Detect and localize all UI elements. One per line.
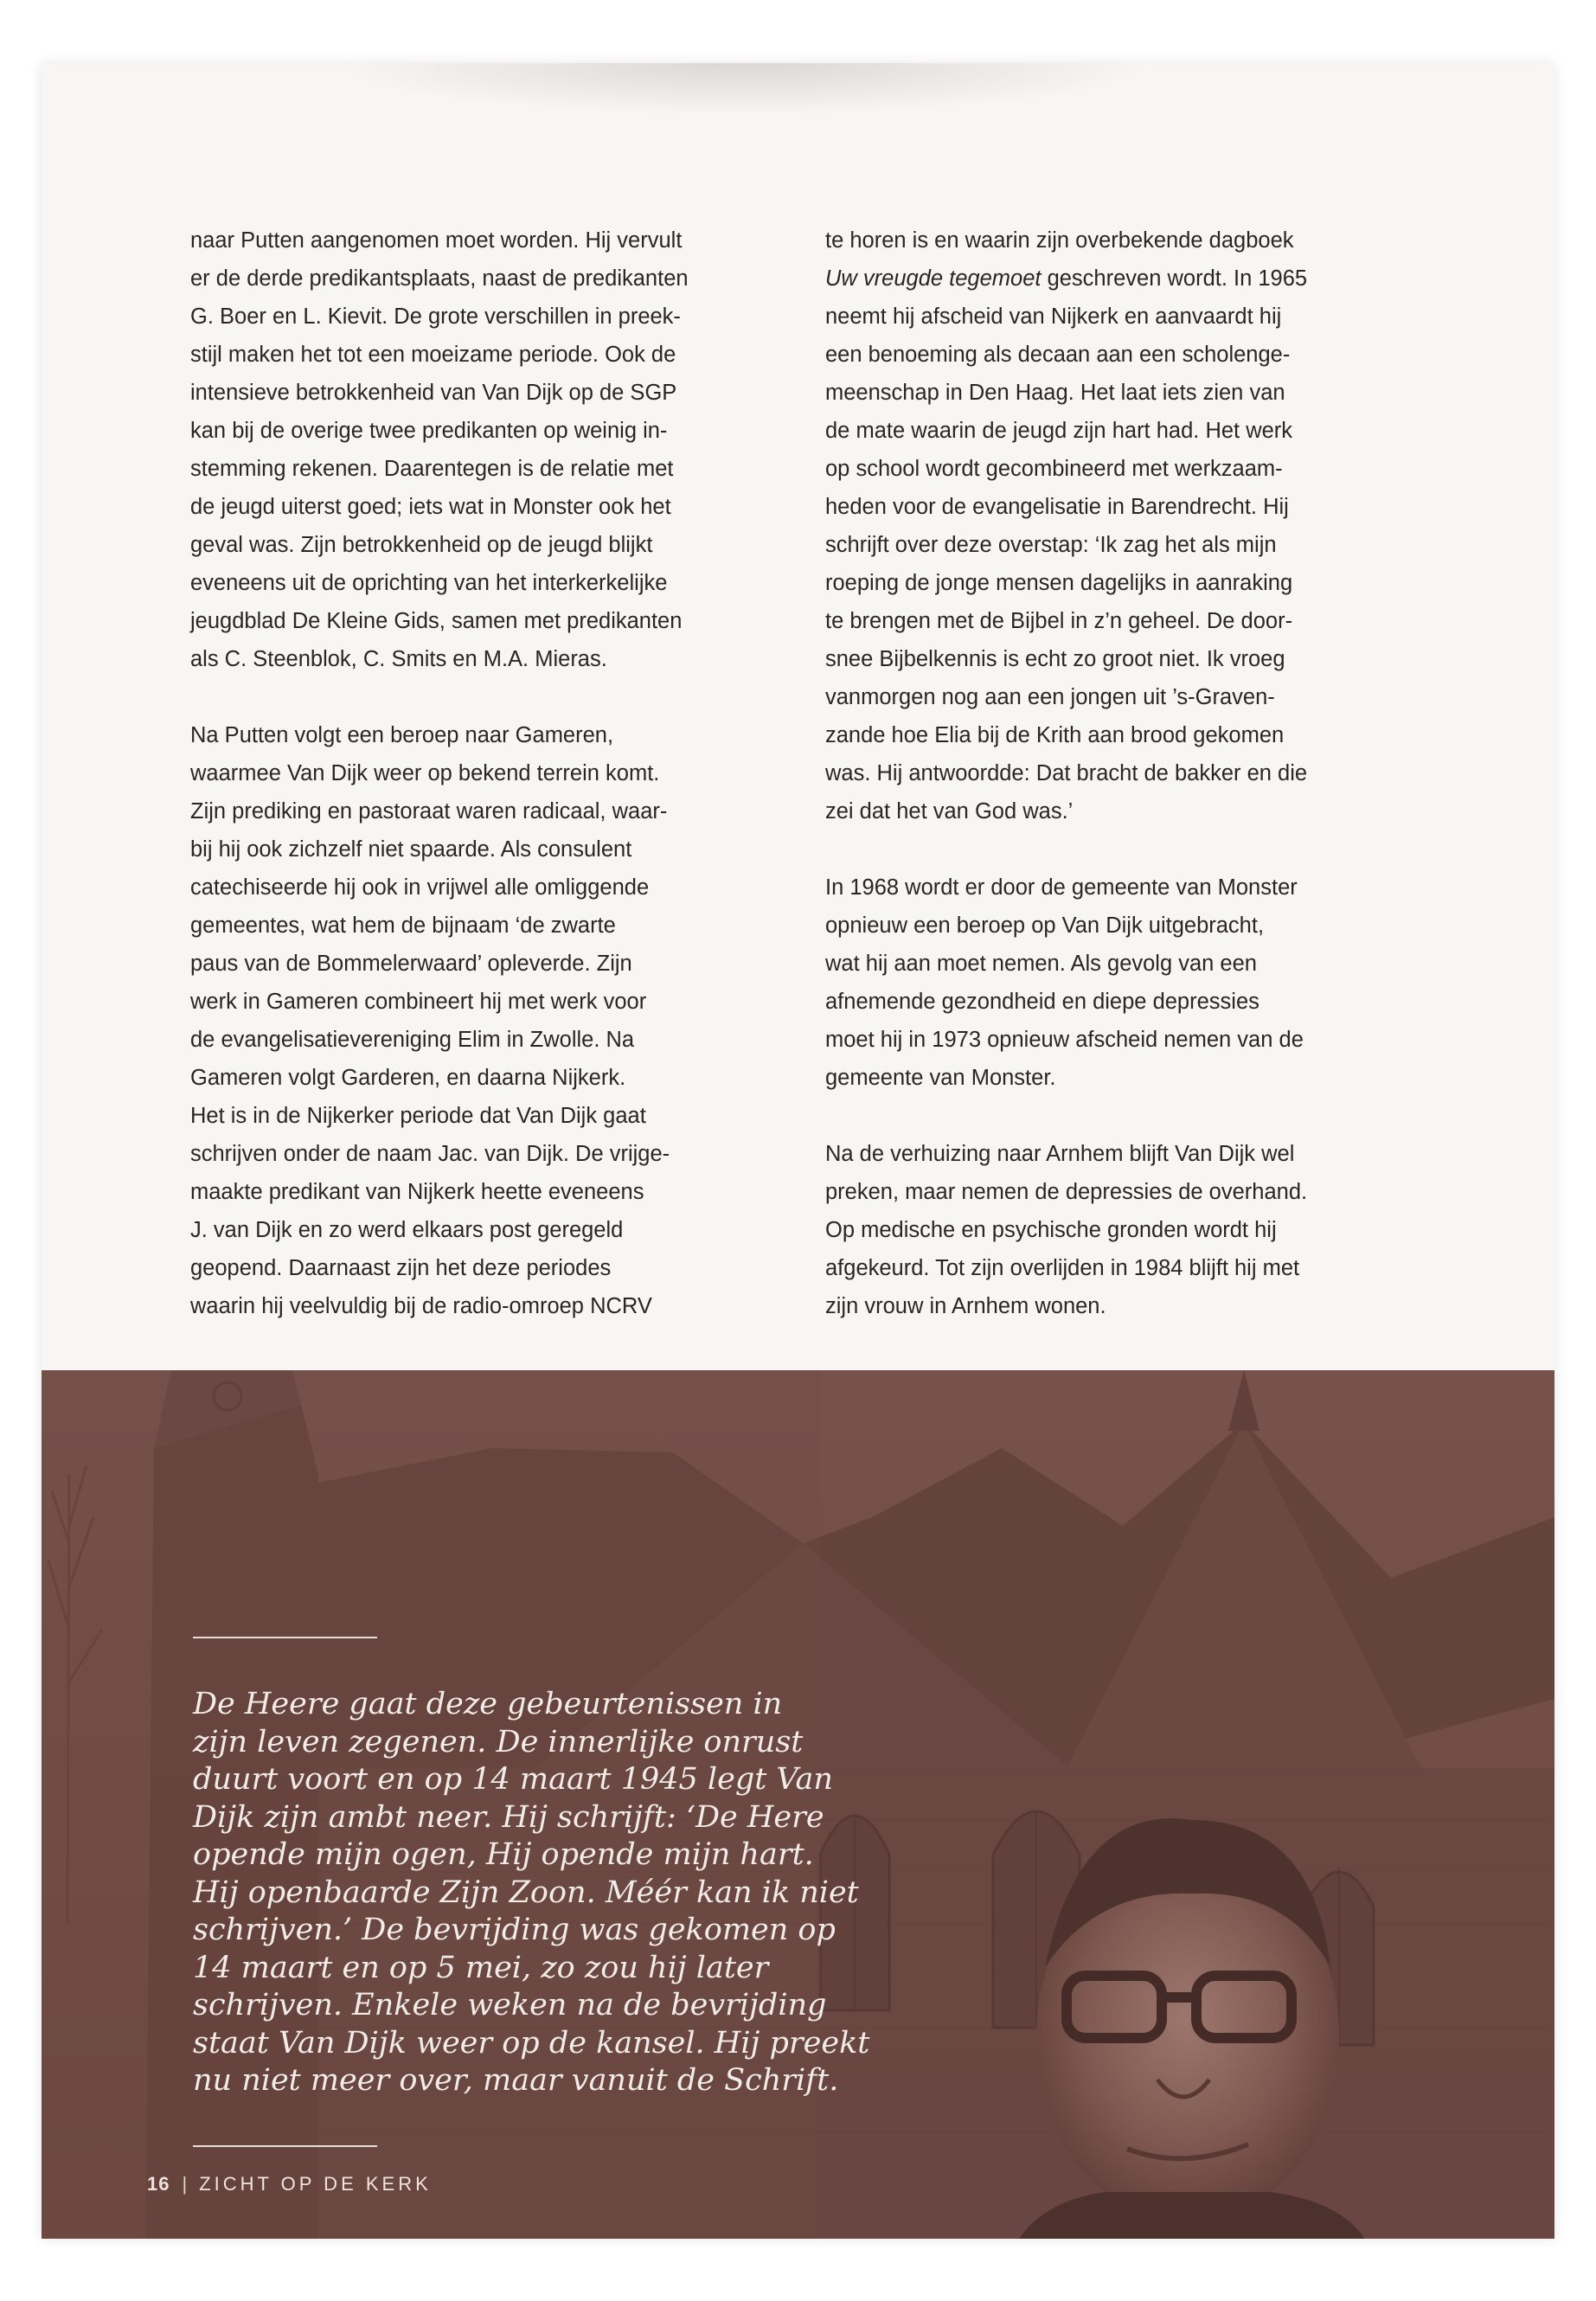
text-line: Het is in de Nijkerker periode dat Van Dijk gaat — [190, 1104, 646, 1128]
right-paragraph-1 — [825, 221, 1422, 830]
text-line: Na Putten volgt een beroep naar Gameren, — [190, 723, 614, 747]
left-column — [190, 221, 787, 1363]
text-line: G. Boer en L. Kievit. De grote verschillen in preek- — [190, 304, 681, 329]
text-line: afnemende gezondheid en diepe depressies — [825, 990, 1259, 1014]
text-line: de evangelisatievereniging Elim in Zwolle. Na — [190, 1028, 635, 1052]
text-line: paus van de Bommelerwaard’ opleverde. Zijn — [190, 952, 632, 976]
text-line: opnieuw een beroep op Van Dijk uitgebracht, — [825, 913, 1265, 938]
left-paragraph-2 — [190, 716, 787, 1325]
page-footer — [147, 2173, 432, 2195]
text-line: eveneens uit de oprichting van het interkerkelijke — [190, 571, 668, 595]
text-line: waarin hij veelvuldig bij de radio-omroep NCRV — [190, 1294, 652, 1318]
text-line: een benoeming als decaan aan een scholenge- — [825, 343, 1291, 367]
quote-line: staat Van Dijk weer op de kansel. Hij preekt — [193, 2025, 870, 2061]
text-line — [825, 260, 1422, 298]
text-line: moet hij in 1973 opnieuw afscheid nemen van de — [825, 1028, 1304, 1052]
text-line: zijn vrouw in Arnhem wonen. — [825, 1294, 1106, 1318]
footer-separator: | — [182, 2173, 188, 2195]
pull-quote — [193, 1686, 870, 2100]
text-line: stemming rekenen. Daarentegen is de relatie met — [190, 457, 674, 481]
quote-line: schrijven. Enkele weken na de bevrijding — [193, 1988, 827, 2022]
quote-line: opende mijn ogen, Hij opende mijn hart. — [193, 1837, 814, 1872]
text-line: afgekeurd. Tot zijn overlijden in 1984 blijft hij met — [825, 1256, 1300, 1280]
quote-line: nu niet meer over, maar vanuit de Schrift. — [193, 2063, 839, 2098]
right-paragraph-3 — [825, 1135, 1422, 1325]
divider-top — [193, 1637, 377, 1638]
text-line: kan bij de overige twee predikanten op weinig in- — [190, 419, 668, 443]
quote-line: Dijk zijn ambt neer. Hij schrijft: ‘De Here — [193, 1799, 824, 1835]
quote-panel — [42, 1370, 1554, 2239]
left-paragraph-1 — [190, 221, 787, 678]
text-line: te horen is en waarin zijn overbekende dagboek — [825, 228, 1294, 253]
quote-line: Hij openbaarde Zijn Zoon. Méér kan ik niet — [193, 1875, 859, 1910]
text-line: Op medische en psychische gronden wordt hij — [825, 1218, 1277, 1242]
text-line: maakte predikant van Nijkerk heette eveneens — [190, 1180, 644, 1204]
text-line: bij hij ook zichzelf niet spaarde. Als consulent — [190, 837, 632, 862]
right-column — [825, 221, 1422, 1363]
text-line: schrijft over deze overstap: ‘Ik zag het als mijn — [825, 533, 1277, 557]
text-line: geopend. Daarnaast zijn het deze periodes — [190, 1256, 612, 1280]
text-line: schrijven onder de naam Jac. van Dijk. De vrijge- — [190, 1142, 670, 1166]
text-line: Gameren volgt Garderen, en daarna Nijkerk. — [190, 1066, 626, 1090]
right-paragraph-2 — [825, 868, 1422, 1097]
text-line: zei dat het van God was.’ — [825, 799, 1074, 824]
text-line: gemeente van Monster. — [825, 1066, 1056, 1090]
text-line: intensieve betrokkenheid van Van Dijk op de SGP — [190, 381, 677, 405]
text-line: meenschap in Den Haag. Het laat iets zien van — [825, 381, 1285, 405]
text-line: naar Putten aangenomen moet worden. Hij vervult — [190, 228, 683, 253]
text-line: gemeentes, wat hem de bijnaam ‘de zwarte — [190, 913, 616, 938]
text-line: als C. Steenblok, C. Smits en M.A. Mieras. — [190, 647, 607, 671]
quote-line: schrijven.’ De bevrijding was gekomen op — [193, 1913, 836, 1947]
text-line: de jeugd uiterst goed; iets wat in Monster ook het — [190, 495, 671, 519]
text-line: de mate waarin de jeugd zijn hart had. Het werk — [825, 419, 1293, 443]
text-line: snee Bijbelkennis is echt zo groot niet. Ik vroeg — [825, 647, 1285, 671]
text-line: geval was. Zijn betrokkenheid op de jeugd blijkt — [190, 533, 653, 557]
top-shadow — [327, 63, 1157, 115]
text-line: preken, maar nemen de depressies de overhand. — [825, 1180, 1308, 1204]
text-line: er de derde predikantsplaats, naast de predikanten — [190, 266, 689, 291]
publication-name: ZICHT OP DE KERK — [199, 2173, 432, 2195]
magazine-page — [42, 63, 1554, 2239]
text-line: werk in Gameren combineert hij met werk voor — [190, 990, 647, 1014]
text-line: Na de verhuizing naar Arnhem blijft Van Dijk wel — [825, 1142, 1295, 1166]
text-line: roeping de jonge mensen dagelijks in aanraking — [825, 571, 1293, 595]
text-line: vanmorgen nog aan een jongen uit ’s-Graven- — [825, 685, 1275, 709]
divider-bottom — [193, 2145, 377, 2147]
text-line: neemt hij afscheid van Nijkerk en aanvaardt hij — [825, 304, 1282, 329]
text-line: J. van Dijk en zo werd elkaars post geregeld — [190, 1218, 624, 1242]
text-line: In 1968 wordt er door de gemeente van Monster — [825, 875, 1298, 900]
text-line: catechiseerde hij ook in vrijwel alle omliggende — [190, 875, 650, 900]
text-line: zande hoe Elia bij de Krith aan brood gekomen — [825, 723, 1285, 747]
text-line: heden voor de evangelisatie in Barendrecht. Hij — [825, 495, 1289, 519]
text-line: op school wordt gecombineerd met werkzaam- — [825, 457, 1283, 481]
text-line: stijl maken het tot een moeizame periode. Ook de — [190, 343, 676, 367]
page-number: 16 — [147, 2173, 170, 2195]
text-line: waarmee Van Dijk weer op bekend terrein komt. — [190, 761, 660, 785]
quote-line: duurt voort en op 14 maart 1945 legt Van — [193, 1762, 833, 1797]
quote-line: 14 maart en op 5 mei, zo zou hij later — [193, 1950, 769, 1985]
book-title: Uw vreugde tegemoet — [825, 266, 1042, 291]
quote-line: De Heere gaat deze gebeurtenissen in — [193, 1687, 783, 1721]
text-line: was. Hij antwoordde: Dat bracht de bakker en die — [825, 761, 1308, 785]
text-line: Zijn prediking en pastoraat waren radicaal, waar- — [190, 799, 668, 824]
text-fragment: geschreven wordt. In 1965 — [1041, 266, 1308, 291]
text-line: wat hij aan moet nemen. Als gevolg van een — [825, 952, 1257, 976]
text-line: jeugdblad De Kleine Gids, samen met predikanten — [190, 609, 683, 633]
quote-line: zijn leven zegenen. De innerlijke onrust — [193, 1724, 804, 1759]
text-line: te brengen met de Bijbel in z’n geheel. De door- — [825, 609, 1293, 633]
